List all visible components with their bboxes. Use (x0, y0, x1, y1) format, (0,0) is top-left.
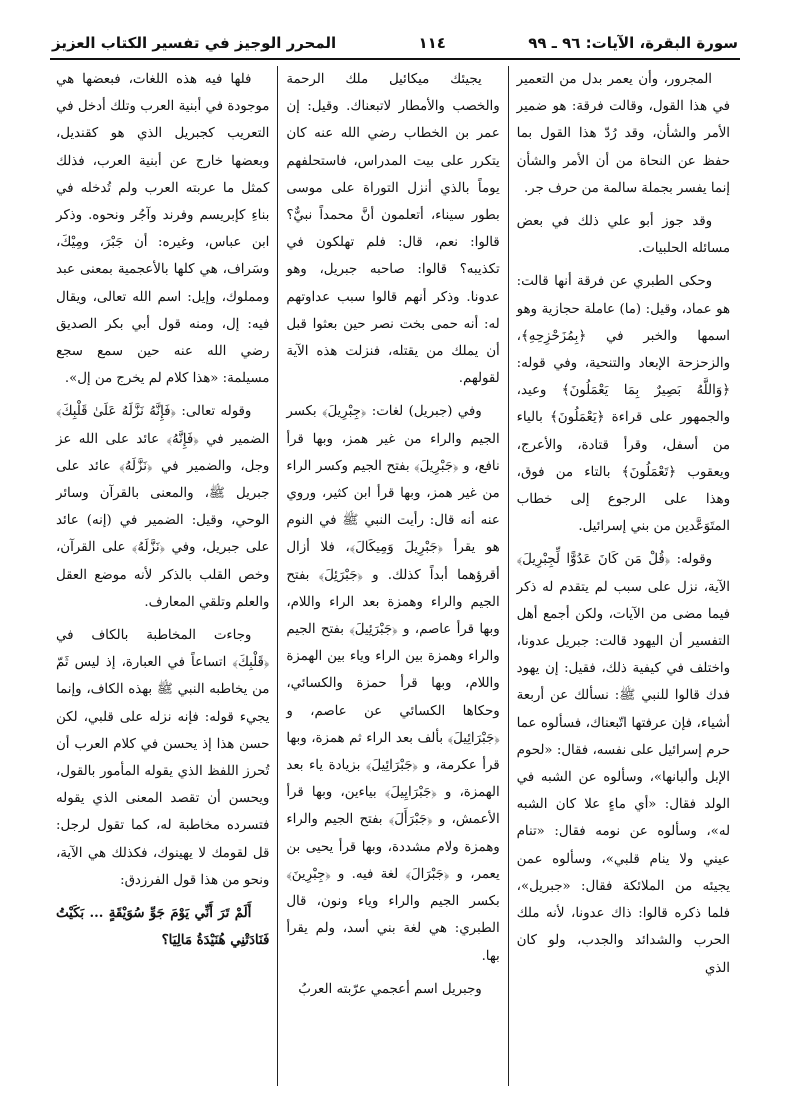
paragraph: فلها فيه هذه اللغات، فبعضها هي موجودة في أبنية العرب وتلك أدخل في التعريب كجبريل الذي هو كقنديل، وبعضها خارج عن أبنية العرب، فذلك كمثل ما عربته العرب ولم تُدخله في بناءِ كإبريسم وفرند وآجُر ونحوه. وذكر ابن عباس، وغيره: أن جَبْرَ، ومِيْكَ، وسَراف، هي كلها بالأعجمية بمعنى عبد ومملوك، وإيل: اسم الله تعالى، ويقال فيه: إل، ومنه قول أبي بكر الصديق رضي الله عنه حين سمع سجع مسيلمة: «هذا كلام لم يخرج من إل». (56, 72, 270, 387)
column-right (509, 66, 738, 1086)
paragraph: وفي (جبريل) لغات: ﴿جِبْرِيلَ﴾ بكسر الجيم والراء من غير همز، وبها قرأ نافع، و ﴿جَبْرِيلَ﴾ بفتح الجيم وكسر الراء من غير همز، وبها قرأ ابن كثير، وروي عنه أنه قال: رأيت النبي ﷺ في النوم هو يقرأ ﴿جَبْرِيلَ وَمِيكَالَ﴾، فلا أزال أقرؤهما أبداً كذلك. و ﴿جَبْرَئِلَ﴾ بفتح الجيم والراء وهمزة بعد الراء واللام، وبها قرأ عاصم، و ﴿جَبْرَئِيلَ﴾ بفتح الجيم والراء وهمزة بين الراء وياء بين الهمزة واللام، وبها قرأ حمزة والكسائي، وحكاها الكسائي عن عاصم، و ﴿جَبْرَائِيلَ﴾ بألف بعد الراء ثم همزة، وبها قرأ عكرمة، و ﴿جَبْرَائِيلَ﴾ بزيادة ياء بعد الهمزة، و ﴿جَبْرَايِيلَ﴾ بياءين، وبها قرأ الأعمش، و ﴿جَبْرَأَلَ﴾ بفتح الجيم والراء وهمزة ولام مشددة، وبها قرأ يحيى بن يعمر، و ﴿جَبْرَالَ﴾ لغة فيه. و ﴿جِبْرِينَ﴾ بكسر الجيم والراء وياء ونون، قال الطبري: هي لغة بني أسد، ولم يقرأ بها. (286, 404, 500, 964)
column-middle (278, 66, 508, 1086)
paragraph: وجبريل اسم أعجمي عرّبته العربُ (298, 981, 482, 997)
poetry-verse: أَلَمْ تَرَ أَنِّي يَوْمَ جَوِّ سُوَيْقَةٍ ... بَكَيْتُ فَنَادَتْنِي هُنَيْدَةُ مَالِيَا؟ (56, 906, 270, 949)
paragraph: وجاءت المخاطبة بالكاف في ﴿قَلْبِكَ﴾ اتساعاً في العبارة، إذ ليس ثَمّ من يخاطبه النبي ﷺ بهذه الكاف، وإنما يجيء قوله: فإنه نزله على قلبي، لكن حسن هذا إذ يحسن في كلام العرب أن تُحرز اللفظ الذي يقوله المأمور بالقول، ويحسن أن تقصد المعنى الذي يقوله فتسرده مخاطبة له، كما تقول لرجل: قل لقومك لا يهينوك، فكذلك هي الآية، ونحو من هذا قول الفرزدق: (56, 628, 270, 888)
text-columns (48, 66, 738, 1086)
page-number: ١١٤ (418, 34, 446, 52)
paragraph: وقوله: ﴿قُلْ مَن كَانَ عَدُوًّا لِّجِبْرِيلَ﴾ الآية، نزل على سبب لم يتقدم له ذكر فيما مضى من الآيات، ولكن أجمع أهل التفسير أن اليهود قالت: جبريل عدونا، واختلف في كيفية ذلك، فقيل: إن يهود فدك قالوا للنبي ﷺ: نسألك عن أربعة أشياء، فإن عرفتها اتّبعناك، فسألوه عما حرم إسرائيل على نفسه، فقال: «لحوم الإبل وألبانها»، وسألوه عن الشبه في الولد فقال: «أي ماءٍ علا كان الشبه له»، وسألوه عن نومه فقال: «تنام عيني ولا ينام قلبي»، وسألوه عمن يجيئه من الملائكة فقال: «جبريل»، فلما ذكره قالوا: ذاك عدونا، لأنه ملك الحرب والشدائد والجدب، ولو كان الذي (516, 552, 730, 976)
book-title: المحرر الوجيز في تفسير الكتاب العزيز (52, 34, 337, 52)
paragraph: وقوله تعالى: ﴿فَإِنَّهُ نَزَّلَهُ عَلَىٰ قَلْبِكَ﴾ الضمير في ﴿فَإِنَّهُ﴾ عائد على الله عز وجل، والضمير في ﴿نَزَّلَهُ﴾ عائد على جبريل ﷺ، والمعنى بالقرآن وسائر الوحي، وقيل: الضمير في (إنه) عائد على جبريل، وفي ﴿نَزَّلَهُ﴾ على القرآن، وخص القلب بالذكر لأنه موضع العقل والعلم وتلقي المعارف. (56, 404, 270, 610)
running-header (52, 30, 738, 56)
paragraph: يجيئك ميكائيل ملك الرحمة والخصب والأمطار لاتبعناك. وقيل: إن عمر بن الخطاب رضي الله عنه كان يتكرر على بيت المدراس، فاستحلفهم يوماً بالذي أنزل التوراة على موسى بطور سيناء، أتعلمون أنَّ محمداً نبيٌّ؟ قالوا: نعم، قال: فلم تهلكون في تكذيبه؟ قالوا: صاحبه جبريل، وهو عدونا. وذكر أنهم قالوا سبب عداوتهم له: أنه حمى بخت نصر حين بعثوا قبل أن يملك من يقتله، فنزلت هذه الآية لقولهم. (286, 72, 500, 387)
column-left (48, 66, 278, 1086)
paragraph: وقد جوز أبو علي ذلك في بعض مسائله الحلبيات. (516, 214, 730, 257)
paragraph: المجرور، وأن يعمر بدل من التعمير في هذا القول، وقالت فرقة: هو ضمير الأمر والشأن، وقد رُدّ هذا القول بما حفظ عن النحاة من أن الأمر والشأن إنما يفسر بجملة سالمة من حرف جر. (516, 72, 730, 196)
header-rule (50, 58, 740, 60)
paragraph: وحكى الطبري عن فرقة أنها قالت: هو عماد، وقيل: (ما) عاملة حجازية وهو اسمها والخبر في ﴿بِمُزَحْزِحِهِ﴾، والزحزحة الإبعاد والتنحية، وفي قوله: ﴿وَاللَّهُ بَصِيرٌ بِمَا يَعْمَلُونَ﴾ وعيد، والجمهور على قراءة ﴿يَعْمَلُونَ﴾ بالياء من أسفل، وقرأ قتادة، والأعرج، ويعقوب ﴿تَعْمَلُونَ﴾ بالتاء من فوق، وهذا على الرجوع إلى خطاب المتَوَعَّدين من بني إسرائيل. (516, 274, 730, 535)
surah-reference: سورة البقرة، الآيات: ٩٦ ـ ٩٩ (528, 34, 738, 52)
